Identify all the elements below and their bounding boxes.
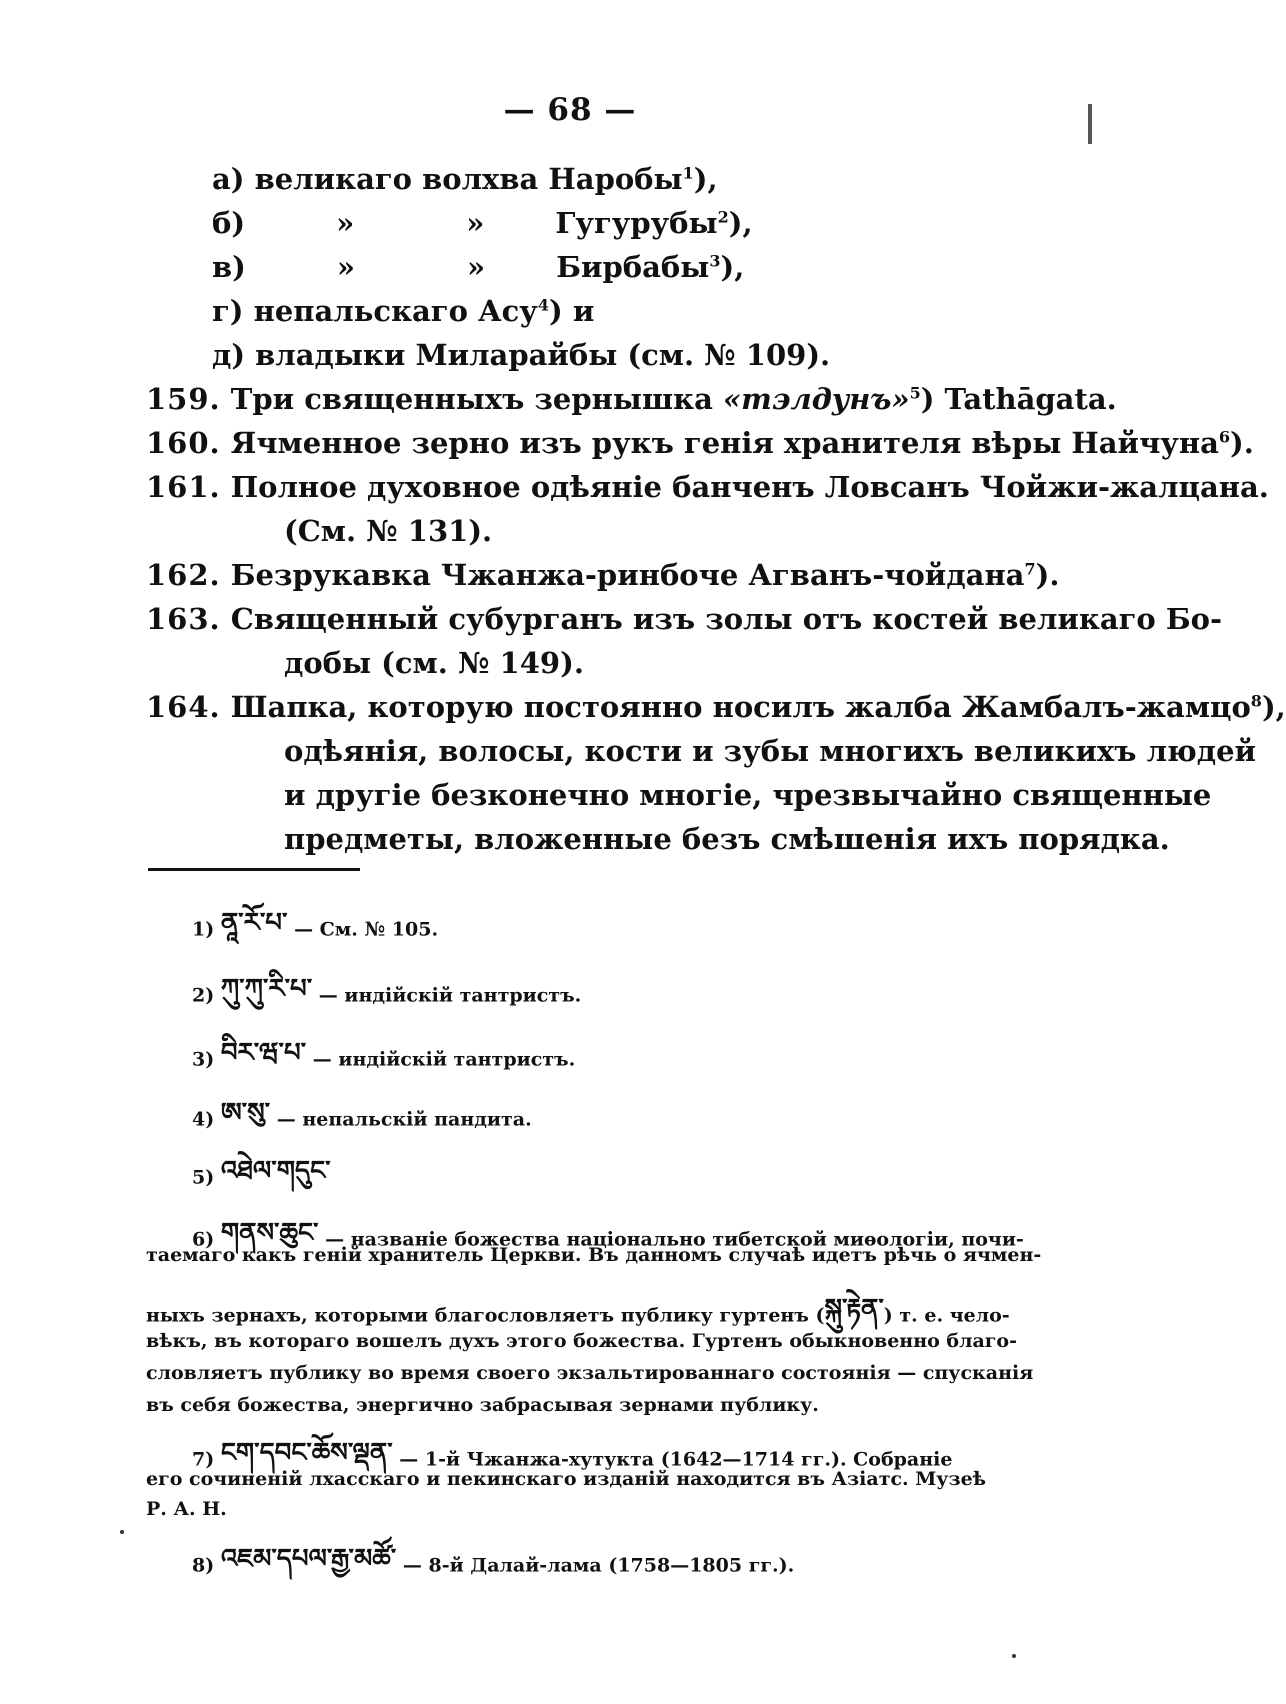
footnote-6: 6) གནས་ཆུང་ — названіе божества національно тибетской миѳологіи, почи- <box>192 1218 1024 1251</box>
footnote-7-line-2: его сочиненій лхасскаго и пекинскаго изданій находится въ Азіатс. Музеѣ <box>146 1468 987 1490</box>
entry-164-cont-1: одѣянія, волосы, кости и зубы многихъ великихъ людей <box>284 734 1257 768</box>
tibetan-script: ཀུ་ཀུ་རི་པ་ <box>220 974 313 1004</box>
tibetan-script: ཨ་སུ་ <box>220 1098 271 1128</box>
footnote-divider <box>148 868 360 871</box>
footnote-7: 7) ངག་དབང་ཆོས་ལྡན་ — 1-й Чжанжа-хутукта (1642—1714 гг.). Собраніе <box>192 1438 953 1471</box>
footnote-5: 5) འཐེལ་གདུང་ <box>192 1156 331 1189</box>
edge-mark <box>1088 104 1092 144</box>
footnote-2: 2) ཀུ་ཀུ་རི་པ་ — индійскій тантристъ. <box>192 974 582 1007</box>
footnote-1: 1) ནཱ་རོ་པ་ — См. № 105. <box>192 908 439 941</box>
footnote-3: 3) བིར་ཝ་པ་ — индійскій тантристъ. <box>192 1038 576 1071</box>
line-g: г) непальскаго Асу$^4$) и <box>212 294 595 328</box>
tibetan-script: བིར་ཝ་པ་ <box>220 1038 307 1068</box>
entry-162: 162. Безрукавка Чжанжа-ринбоче Агванъ-чойдана$^7$). <box>146 558 1060 592</box>
entry-161: 161. Полное духовное одѣяніе банченъ Ловсанъ Чойжи-жалцана. <box>146 470 1269 504</box>
line-b: б) » » Гугурубы$^2$), <box>212 206 753 240</box>
entry-163: 163. Священный субурганъ изъ золы отъ костей великаго Бо- <box>146 602 1223 636</box>
speck <box>1012 1654 1016 1658</box>
tibetan-script: སྐུ་རྟེན་ <box>824 1294 884 1324</box>
footnote-6-line-5: словляетъ публику во время своего экзальтированнаго состоянія — спусканія <box>146 1362 1034 1384</box>
footnote-8: 8) འཇམ་དཔལ་རྒྱ་མཚོ་ — 8-й Далай-лама (1758—1805 гг.). <box>192 1544 795 1577</box>
tibetan-script: འཐེལ་གདུང་ <box>220 1156 331 1186</box>
speck <box>120 1530 124 1534</box>
footnote-4: 4) ཨ་སུ་ — непальскій пандита. <box>192 1098 532 1131</box>
entry-164-cont-2: и другіе безконечно многіе, чрезвычайно священные <box>284 778 1212 812</box>
tibetan-script: འཇམ་དཔལ་རྒྱ་མཚོ་ <box>220 1544 397 1574</box>
footnote-6-line-4: вѣкъ, въ котораго вошелъ духъ этого божества. Гуртенъ обыкновенно благо- <box>146 1330 1017 1352</box>
line-d: д) владыки Миларайбы (см. № 109). <box>212 338 831 372</box>
footnote-6-line-6: въ себя божества, энергично забрасывая зернами публику. <box>146 1394 819 1416</box>
entry-159: 159. Три священныхъ зернышка «тэлдунъ»$^5$) Tathāgata. <box>146 382 1117 416</box>
line-a: а) великаго волхва Наробы$^1$), <box>212 162 718 196</box>
tibetan-script: ངག་དབང་ཆོས་ལྡན་ <box>220 1438 393 1468</box>
line-v: в) » » Бирбабы$^3$), <box>212 250 745 284</box>
footnote-6-line-3: ныхъ зернахъ, которыми благословляетъ публику гуртенъ (སྐུ་རྟེན་) т. е. чело- <box>146 1294 1010 1327</box>
page-number: — 68 — <box>503 92 637 128</box>
entry-163-cont: добы (см. № 149). <box>284 646 584 680</box>
footnote-7-line-3: Р. А. Н. <box>146 1498 227 1520</box>
footnote-6-line-2: таемаго какъ геній хранитель Церкви. Въ данномъ случаѣ идетъ рѣчь о ячмен- <box>146 1244 1042 1266</box>
entry-161-cont: (См. № 131). <box>284 514 493 548</box>
entry-164-cont-3: предметы, вложенные безъ смѣшенія ихъ порядка. <box>284 822 1170 856</box>
entry-164: 164. Шапка, которую постоянно носилъ жалба Жамбалъ-жамцо$^8$), <box>146 690 1286 724</box>
entry-160: 160. Ячменное зерно изъ рукъ генія хранителя вѣры Найчуна$^6$). <box>146 426 1254 460</box>
tibetan-script: གནས་ཆུང་ <box>220 1218 319 1248</box>
tibetan-script: ནཱ་རོ་པ་ <box>220 908 288 938</box>
